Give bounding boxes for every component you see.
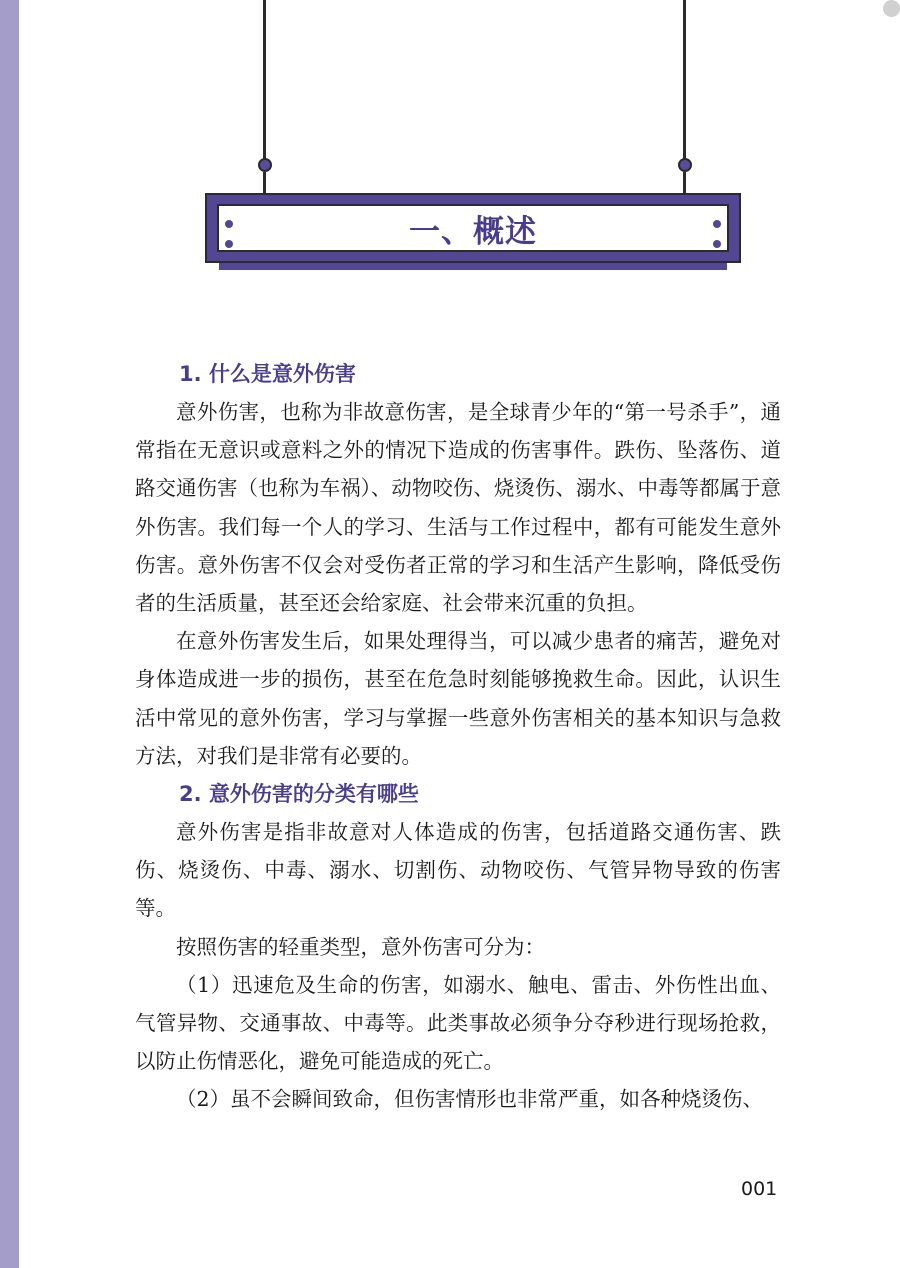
paragraph: 意外伤害是指非故意对人体造成的伤害，包括道路交通伤害、跌伤、烧烫伤、中毒、溺水、切割伤、动物咬伤、气管异物导致的伤害等。 [135,820,781,921]
page-number: 001 [741,1178,778,1200]
left-color-bar [0,0,19,1268]
hanging-string-left [263,0,266,165]
hanging-knot-left [258,158,272,172]
article-body [135,355,781,1119]
hanging-string-right [683,0,686,165]
paragraph: 按照伤害的轻重类型，意外伤害可分为： [176,934,545,959]
chapter-title: 一、概述 [409,213,537,250]
section-heading-2: 2. 意外伤害的分类有哪些 [179,782,419,807]
title-sign [205,193,741,263]
paragraph: 意外伤害，也称为非故意伤害，是全球青少年的“第一号杀手”，通常指在无意识或意料之外的情况下造成的伤害事件。跌伤、坠落伤、道路交通伤害（也称为车祸）、动物咬伤、烧烫伤、溺水、中毒等都属于意外伤害。我们每一个人的学习、生活与工作过程中，都有可能发生意外伤害。意外伤害不仅会对受伤者正常的学习和生活产生影响，降低受伤者的生活质量，甚至还会给家庭、社会带来沉重的负担。 [135,400,781,616]
corner-mark [883,0,900,17]
section-heading-1: 1. 什么是意外伤害 [179,362,356,386]
paragraph: 在意外伤害发生后，如果处理得当，可以减少患者的痛苦，避免对身体造成进一步的损伤，甚至在危急时刻能够挽救生命。因此，认识生活中常见的意外伤害，学习与掌握一些意外伤害相关的基本知识与急救方法，对我们是非常有必要的。 [135,629,781,768]
title-sign-inner [217,204,729,252]
hanging-knot-right [678,158,692,172]
paragraph: （1）迅速危及生命的伤害，如溺水、触电、雷击、外伤性出血、气管异物、交通事故、中毒等。此类事故必须争分夺秒进行现场抢救，以防止伤情恶化，避免可能造成的死亡。 [135,972,781,1074]
paragraph: （2）虽不会瞬间致命，但伤害情形也非常严重，如各种烧烫伤、 [176,1087,764,1112]
